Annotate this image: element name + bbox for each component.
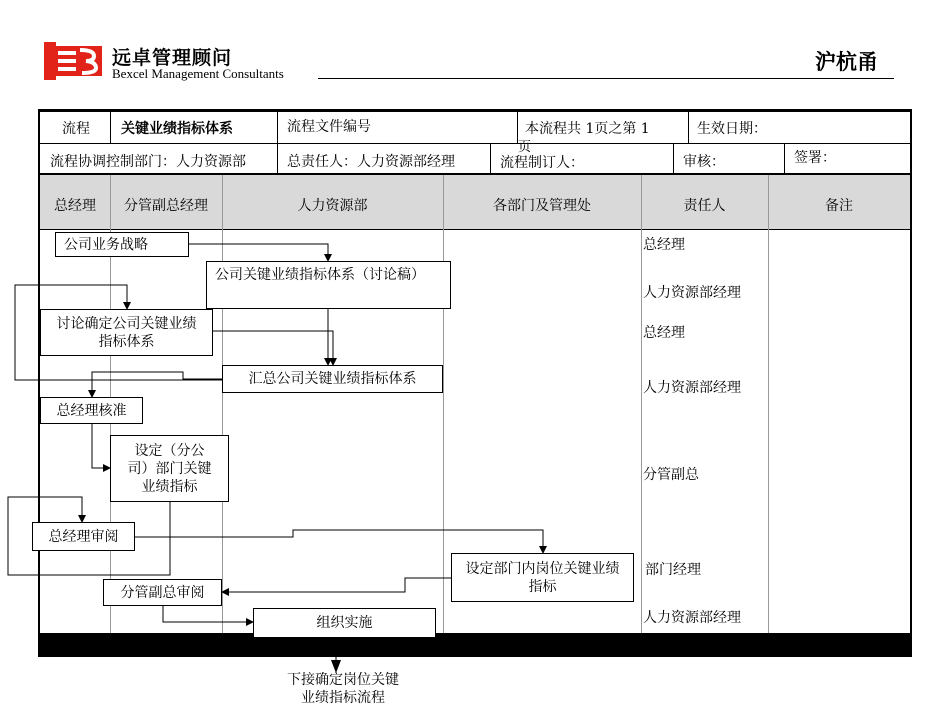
box-set-dept-kpi: 设定（分公司）部门关键业绩指标 xyxy=(110,435,229,502)
box-vp-review: 分管副总审阅 xyxy=(103,579,222,606)
box-gm-approve: 总经理核准 xyxy=(40,397,143,424)
doc-number-label: 流程文件编号 xyxy=(287,119,371,135)
logo-cn-text: 远卓管理顾问 xyxy=(112,47,233,69)
reviewer-label: 审核： xyxy=(683,154,725,170)
col-remarks: 备注 xyxy=(825,198,853,214)
coordinating-dept: 流程协调控制部门：人力资源部 xyxy=(50,154,246,170)
owner-label: 总责任人：人力资源部经理 xyxy=(287,154,455,170)
connector xyxy=(135,530,543,553)
responsible-1: 总经理 xyxy=(643,237,685,253)
responsible-4: 人力资源部经理 xyxy=(643,380,741,396)
box-gm-review: 总经理审阅 xyxy=(32,522,135,551)
connector xyxy=(92,372,222,397)
page-suffix: 页 xyxy=(518,140,532,155)
connector xyxy=(189,244,328,261)
box-company-strategy: 公司业务战略 xyxy=(55,232,189,257)
process-maker-label: 流程制订人： xyxy=(500,155,584,171)
responsible-6: 部门经理 xyxy=(645,562,701,578)
connector xyxy=(92,424,110,468)
responsible-3: 总经理 xyxy=(643,325,685,341)
box-set-post-kpi: 设定部门内岗位关键业绩指标 xyxy=(451,553,634,602)
sign-label: 签署： xyxy=(794,150,836,166)
connector xyxy=(212,331,333,365)
pages-text: 本流程共 1页之第 1 xyxy=(525,121,650,137)
connector xyxy=(222,578,451,592)
logo-en-text: Bexcel Management Consultants xyxy=(112,66,284,81)
col-depts: 各部门及管理处 xyxy=(493,198,591,214)
responsible-7: 人力资源部经理 xyxy=(643,610,741,626)
box-kpi-draft: 公司关键业绩指标体系（讨论稿） xyxy=(206,261,451,309)
responsible-2: 人力资源部经理 xyxy=(643,285,741,301)
next-process-note: 下接确定岗位关键业绩指标流程 xyxy=(287,672,399,706)
connector xyxy=(163,606,253,622)
box-discuss-kpi: 讨论确定公司关键业绩指标体系 xyxy=(40,309,213,356)
col-vp: 分管副总经理 xyxy=(124,198,208,214)
process-name: 关键业绩指标体系 xyxy=(121,121,233,137)
responsible-5: 分管副总 xyxy=(643,467,699,483)
effective-date-label: 生效日期： xyxy=(697,121,767,137)
region-title: 沪杭甬 xyxy=(815,49,878,74)
box-summary-kpi: 汇总公司关键业绩指标体系 xyxy=(222,365,443,393)
col-hr: 人力资源部 xyxy=(297,198,368,214)
col-responsible: 责任人 xyxy=(683,198,726,214)
col-gm: 总经理 xyxy=(54,198,96,214)
box-implement: 组织实施 xyxy=(253,608,436,637)
process-label: 流程 xyxy=(62,121,90,137)
